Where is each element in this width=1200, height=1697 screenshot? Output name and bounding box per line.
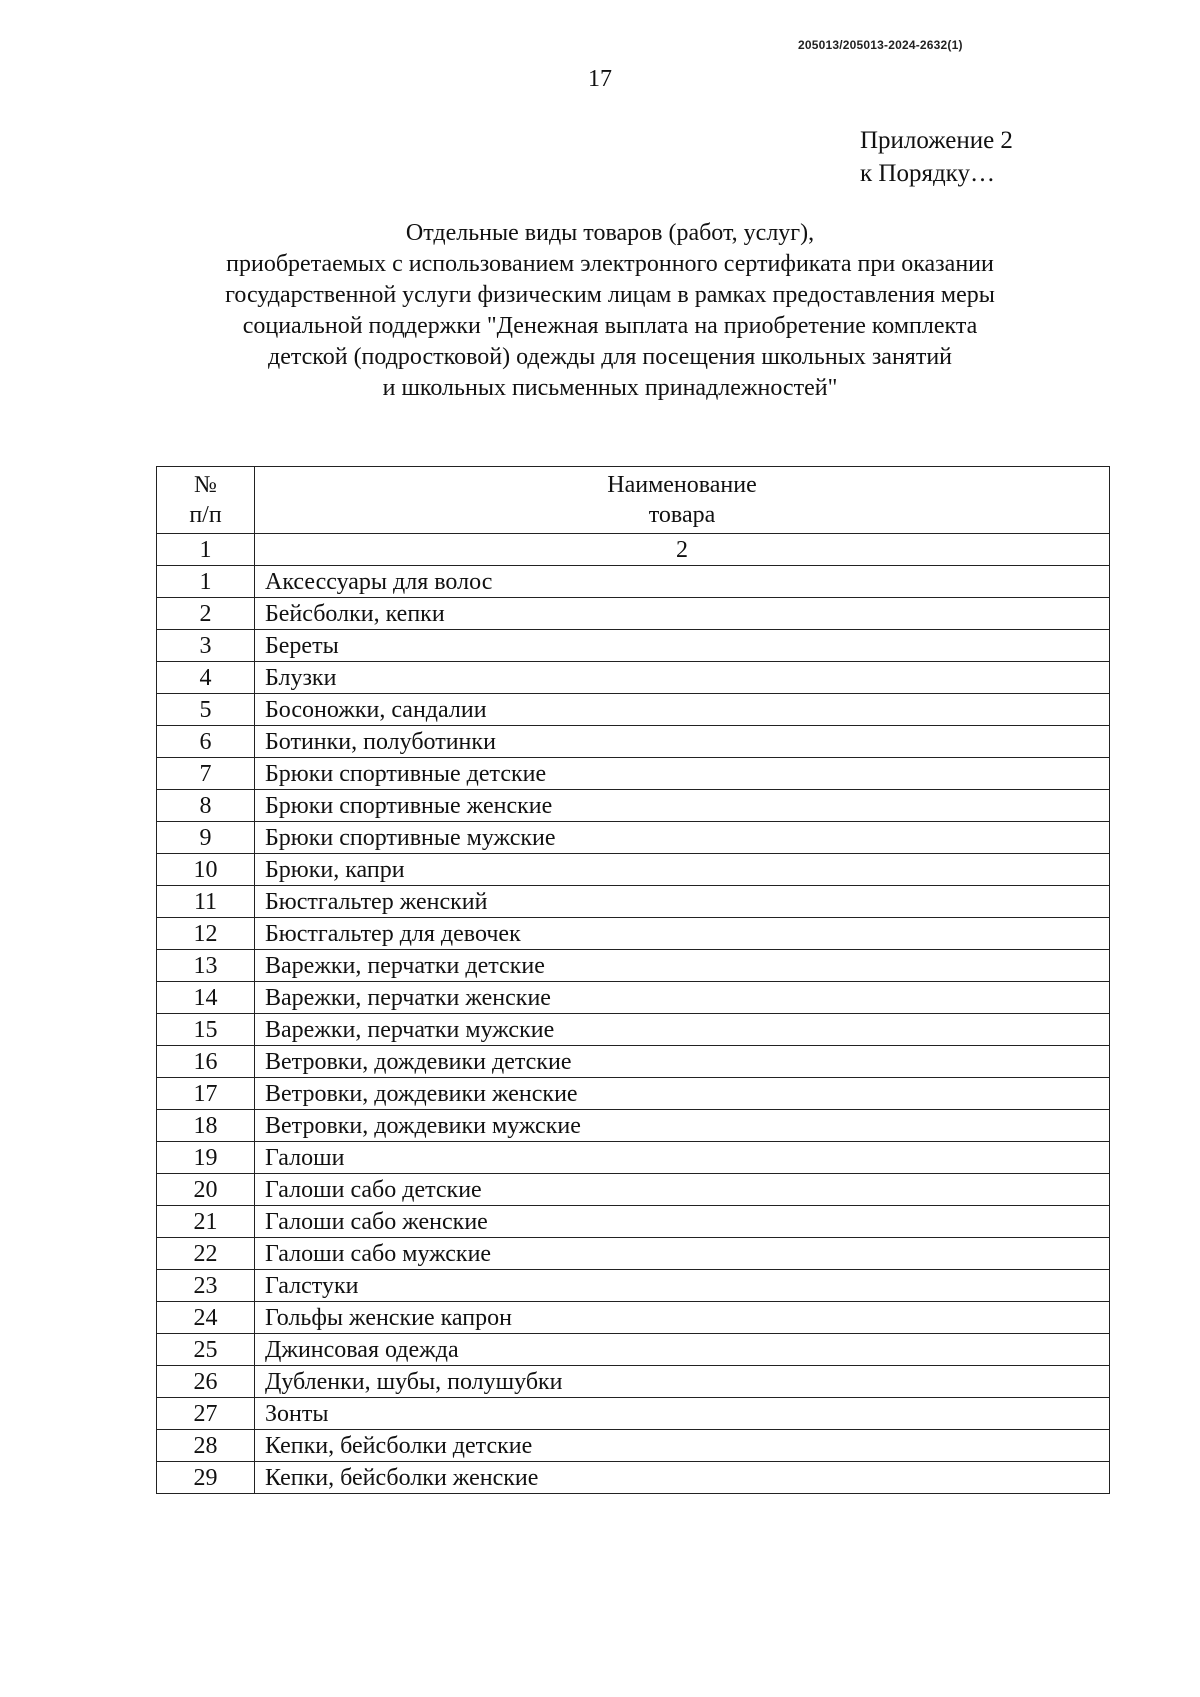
title-line: и школьных письменных принадлежностей" bbox=[382, 375, 838, 401]
table-row bbox=[157, 886, 1110, 918]
row-number: 14 bbox=[157, 982, 255, 1014]
row-number: 8 bbox=[157, 790, 255, 822]
row-item-name: Дубленки, шубы, полушубки bbox=[255, 1366, 1110, 1398]
table-row bbox=[157, 1014, 1110, 1046]
row-item-name: Кепки, бейсболки детские bbox=[255, 1430, 1110, 1462]
row-item-name: Ветровки, дождевики женские bbox=[255, 1078, 1110, 1110]
row-item-name: Брюки спортивные женские bbox=[255, 790, 1110, 822]
row-item-name: Ботинки, полуботинки bbox=[255, 726, 1110, 758]
table-row bbox=[157, 918, 1110, 950]
row-number: 13 bbox=[157, 950, 255, 982]
row-number: 6 bbox=[157, 726, 255, 758]
table-row bbox=[157, 566, 1110, 598]
row-item-name: Ветровки, дождевики мужские bbox=[255, 1110, 1110, 1142]
row-item-name: Галоши сабо женские bbox=[255, 1206, 1110, 1238]
row-item-name: Галстуки bbox=[255, 1270, 1110, 1302]
table-row bbox=[157, 1174, 1110, 1206]
header-number-line-2: п/п bbox=[189, 502, 222, 528]
table-row bbox=[157, 1366, 1110, 1398]
row-item-name: Варежки, перчатки детские bbox=[255, 950, 1110, 982]
table-row bbox=[157, 822, 1110, 854]
header-name-line-1: Наименование bbox=[607, 472, 757, 498]
row-item-name: Бейсболки, кепки bbox=[255, 598, 1110, 630]
row-number: 5 bbox=[157, 694, 255, 726]
row-item-name: Босоножки, сандалии bbox=[255, 694, 1110, 726]
row-item-name: Бюстгальтер женский bbox=[255, 886, 1110, 918]
row-number: 25 bbox=[157, 1334, 255, 1366]
appendix-reference bbox=[860, 124, 1013, 190]
page-number: 17 bbox=[588, 66, 612, 92]
row-item-name: Брюки спортивные детские bbox=[255, 758, 1110, 790]
row-number: 21 bbox=[157, 1206, 255, 1238]
row-item-name: Кепки, бейсболки женские bbox=[255, 1462, 1110, 1494]
document-title bbox=[140, 218, 1080, 404]
title-line: детской (подростковой) одежды для посещения школьных занятий bbox=[267, 344, 953, 370]
row-number: 1 bbox=[157, 566, 255, 598]
row-number: 22 bbox=[157, 1238, 255, 1270]
appendix-line-1: Приложение 2 bbox=[860, 127, 1013, 154]
row-item-name: Джинсовая одежда bbox=[255, 1334, 1110, 1366]
column-number-2: 2 bbox=[255, 534, 1110, 566]
table-row bbox=[157, 1206, 1110, 1238]
table-row bbox=[157, 1078, 1110, 1110]
table-body bbox=[157, 566, 1110, 1494]
table-row bbox=[157, 950, 1110, 982]
row-number: 2 bbox=[157, 598, 255, 630]
row-number: 4 bbox=[157, 662, 255, 694]
goods-table bbox=[156, 466, 1110, 1494]
row-number: 10 bbox=[157, 854, 255, 886]
table-row bbox=[157, 1398, 1110, 1430]
row-item-name: Брюки спортивные мужские bbox=[255, 822, 1110, 854]
row-item-name: Варежки, перчатки женские bbox=[255, 982, 1110, 1014]
document-id: 205013/205013-2024-2632(1) bbox=[798, 38, 963, 52]
row-number: 27 bbox=[157, 1398, 255, 1430]
row-number: 24 bbox=[157, 1302, 255, 1334]
table-row bbox=[157, 694, 1110, 726]
table-row bbox=[157, 854, 1110, 886]
row-item-name: Бюстгальтер для девочек bbox=[255, 918, 1110, 950]
row-item-name: Галоши сабо детские bbox=[255, 1174, 1110, 1206]
table-row bbox=[157, 1462, 1110, 1494]
row-number: 15 bbox=[157, 1014, 255, 1046]
row-number: 23 bbox=[157, 1270, 255, 1302]
row-number: 20 bbox=[157, 1174, 255, 1206]
header-name bbox=[255, 467, 1110, 534]
row-number: 17 bbox=[157, 1078, 255, 1110]
row-number: 7 bbox=[157, 758, 255, 790]
row-number: 18 bbox=[157, 1110, 255, 1142]
table-header-row bbox=[157, 467, 1110, 534]
table-row bbox=[157, 1110, 1110, 1142]
table-row bbox=[157, 1334, 1110, 1366]
table-row bbox=[157, 1302, 1110, 1334]
table-row bbox=[157, 662, 1110, 694]
row-number: 12 bbox=[157, 918, 255, 950]
table-row bbox=[157, 630, 1110, 662]
row-number: 9 bbox=[157, 822, 255, 854]
row-number: 26 bbox=[157, 1366, 255, 1398]
table-row bbox=[157, 1142, 1110, 1174]
appendix-line-2: к Порядку… bbox=[860, 160, 995, 187]
title-line: приобретаемых с использованием электронного сертификата при оказании bbox=[226, 251, 994, 277]
row-item-name: Береты bbox=[255, 630, 1110, 662]
row-item-name: Варежки, перчатки мужские bbox=[255, 1014, 1110, 1046]
row-item-name: Гольфы женские капрон bbox=[255, 1302, 1110, 1334]
column-number-1: 1 bbox=[157, 534, 255, 566]
row-item-name: Ветровки, дождевики детские bbox=[255, 1046, 1110, 1078]
row-number: 16 bbox=[157, 1046, 255, 1078]
table-row bbox=[157, 1270, 1110, 1302]
table-row bbox=[157, 1046, 1110, 1078]
table-row bbox=[157, 758, 1110, 790]
row-number: 3 bbox=[157, 630, 255, 662]
row-item-name: Аксессуары для волос bbox=[255, 566, 1110, 598]
row-number: 29 bbox=[157, 1462, 255, 1494]
column-numbers-row bbox=[157, 534, 1110, 566]
header-number bbox=[157, 467, 255, 534]
table-row bbox=[157, 726, 1110, 758]
table-row bbox=[157, 1238, 1110, 1270]
row-item-name: Галоши сабо мужские bbox=[255, 1238, 1110, 1270]
header-name-line-2: товара bbox=[648, 502, 716, 528]
table-row bbox=[157, 598, 1110, 630]
row-number: 19 bbox=[157, 1142, 255, 1174]
title-line: социальной поддержки "Денежная выплата на приобретение комплекта bbox=[242, 313, 978, 339]
row-item-name: Зонты bbox=[255, 1398, 1110, 1430]
row-number: 11 bbox=[157, 886, 255, 918]
table-row bbox=[157, 982, 1110, 1014]
row-item-name: Блузки bbox=[255, 662, 1110, 694]
row-item-name: Галоши bbox=[255, 1142, 1110, 1174]
table-row bbox=[157, 790, 1110, 822]
row-number: 28 bbox=[157, 1430, 255, 1462]
title-line: Отдельные виды товаров (работ, услуг), bbox=[405, 220, 815, 246]
title-line: государственной услуги физическим лицам в рамках предоставления меры bbox=[225, 282, 995, 308]
header-number-line-1: № bbox=[194, 472, 217, 498]
table-row bbox=[157, 1430, 1110, 1462]
row-item-name: Брюки, капри bbox=[255, 854, 1110, 886]
